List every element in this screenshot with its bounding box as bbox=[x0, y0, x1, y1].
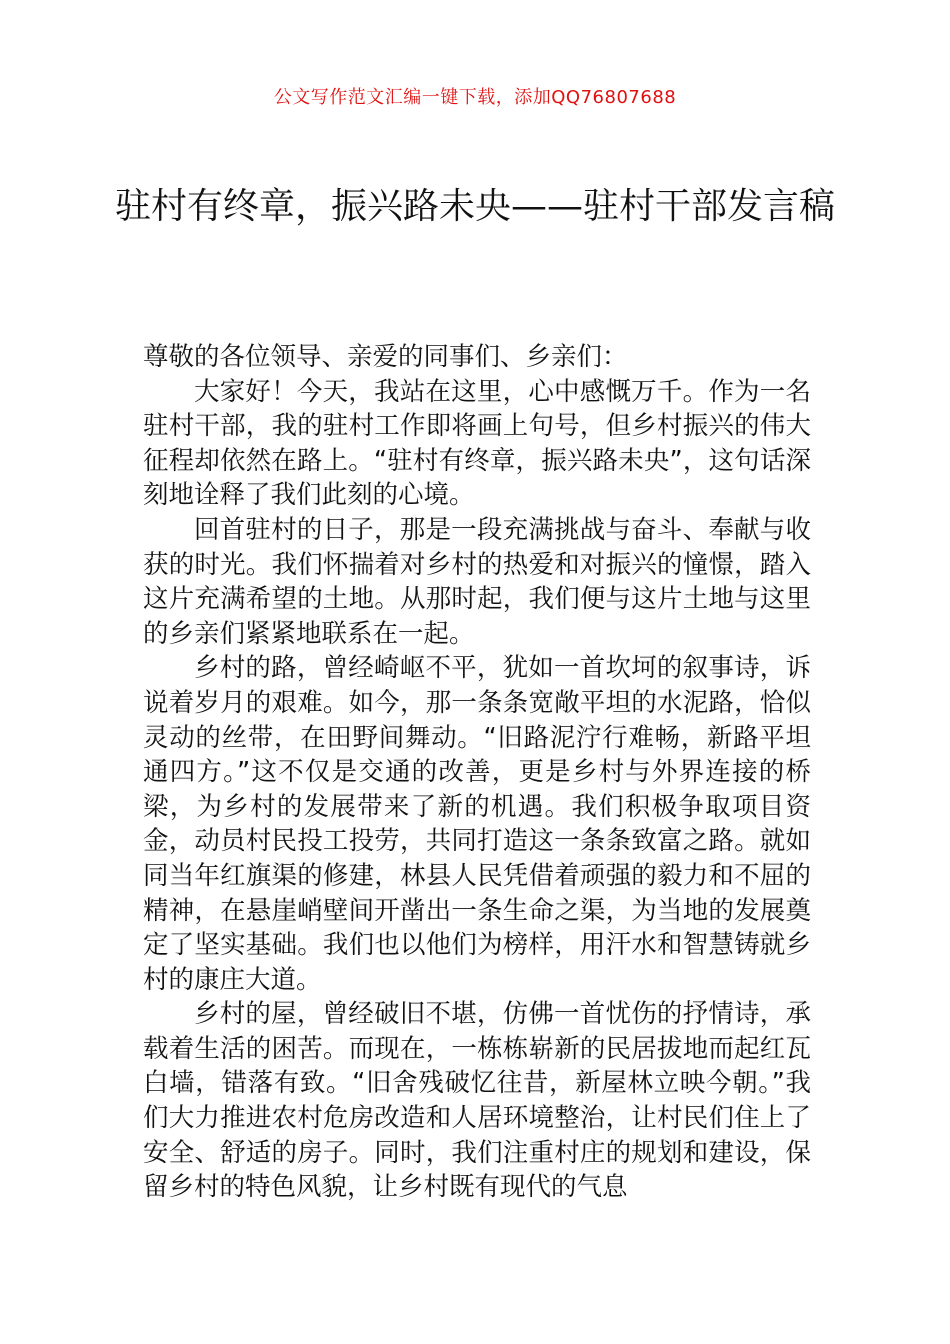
salutation: 尊敬的各位领导、亲爱的同事们、乡亲们： bbox=[143, 342, 628, 372]
paragraph-village-houses: 乡村的屋，曾经破旧不堪，仿佛一首忧伤的抒情诗，承载着生活的困苦。而现在，一栋栋崭新的民居拔地而起红瓦白墙，错落有致。“旧舍残破忆往昔，新屋林立映今朝。”我们大力推进农村危房改造和人居环境整治，让村民们住上了安全、舒适的房子。同时，我们注重村庄的规划和建设，保留乡村的特色风貌，让乡村既有现代的气息 bbox=[143, 999, 811, 1203]
paragraph-looking-back: 回首驻村的日子，那是一段充满挑战与奋斗、奉献与收获的时光。我们怀揣着对乡村的热爱和对振兴的憧憬，踏入这片充满希望的土地。从那时起，我们便与这片土地与这里的乡亲们紧紧地联系在一起。 bbox=[143, 514, 811, 649]
paragraph-village-roads: 乡村的路，曾经崎岖不平，犹如一首坎坷的叙事诗，诉说着岁月的艰难。如今，那一条条宽敞平坦的水泥路，恰似灵动的丝带，在田野间舞动。“旧路泥泞行难畅，新路平坦通四方。”这不仅是交通的改善，更是乡村与外界连接的桥梁，为乡村的发展带来了新的机遇。我们积极争取项目资金，动员村民投工投劳，共同打造这一条条致富之路。就如同当年红旗渠的修建，林县人民凭借着顽强的毅力和不屈的精神，在悬崖峭壁间开凿出一条生命之渠，为当地的发展奠定了坚实基础。我们也以他们为榜样，用汗水和智慧铸就乡村的康庄大道。 bbox=[143, 653, 811, 995]
paragraph-greeting: 大家好！今天，我站在这里，心中感慨万千。作为一名驻村干部，我的驻村工作即将画上句号，但乡村振兴的伟大征程却依然在路上。“驻村有终章，振兴路未央”，这句话深刻地诠释了我们此刻的心境。 bbox=[143, 376, 811, 511]
download-banner: 公文写作范文汇编一键下载，添加QQ76807688 bbox=[273, 87, 677, 108]
document-body bbox=[143, 340, 811, 1205]
document-title: 驻村有终章，振兴路未央——驻村干部发言稿 bbox=[114, 186, 835, 227]
